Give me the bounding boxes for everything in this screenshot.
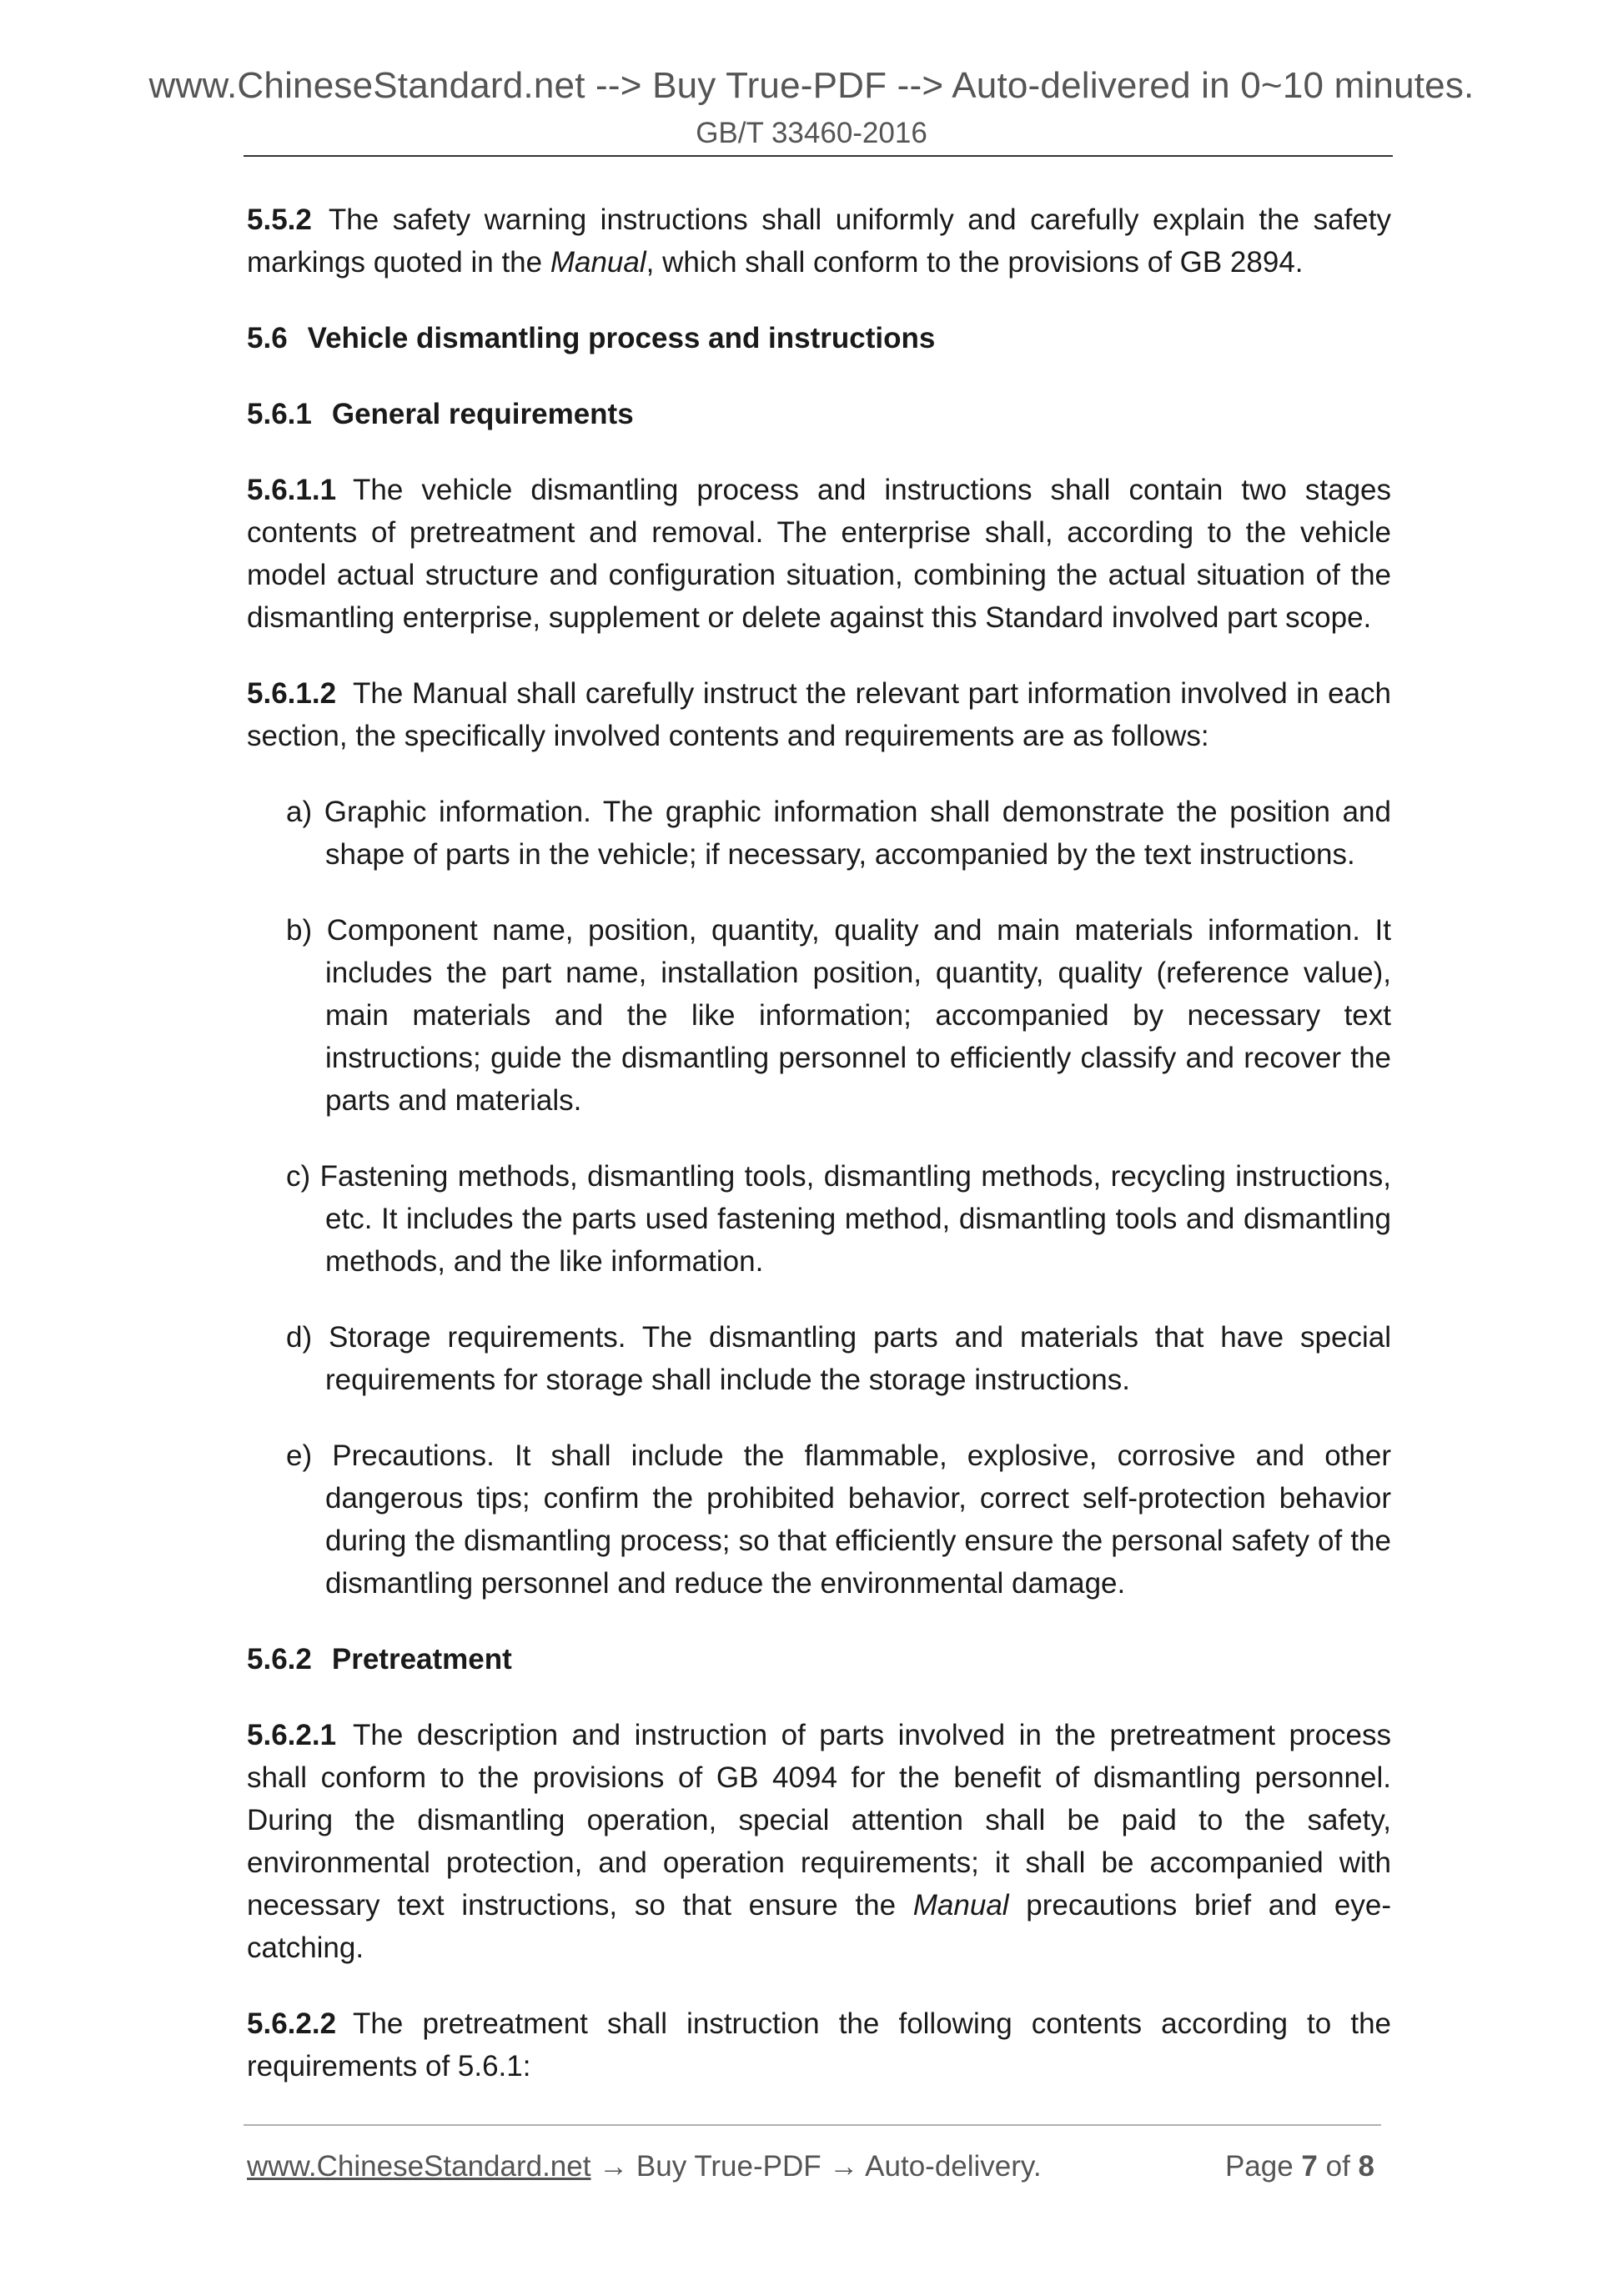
clause-number: 5.6.1.2: [247, 677, 337, 710]
clause-text: The pretreatment shall instruction the following contents according to the requirements of 5.6.1:: [247, 2007, 1391, 2082]
footer-divider: [244, 2124, 1381, 2126]
clause-text: The vehicle dismantling process and instructions shall contain two stages contents of pretreatment and removal. The enterprise shall, according to the vehicle model actual structure and configuration situation, combining the actual situation of the dismantling enterprise, supplement or delete against this Standard involved part scope.: [247, 474, 1391, 634]
clause-text: precautions brief and eye-catching.: [247, 1889, 1391, 1964]
list-label: b): [286, 914, 313, 947]
clause-number: 5.5.2: [247, 203, 312, 236]
list-label: e): [286, 1439, 313, 1472]
clause-text: The description and instruction of parts involved in the pretreatment process shall conform to the provisions of GB 4094 for the benefit of dismantling personnel. During the dismantling operation, special attention shall be paid to the safety, environmental protection, and operation requirements; it shall be accompanied with necessary text instructions, so that ensure the: [247, 1719, 1391, 1922]
clause-5-6-1-1: [247, 469, 1391, 639]
clause-number: 5.6.2.1: [247, 1719, 337, 1751]
section-title: General requirements: [331, 398, 634, 430]
list-label: c): [286, 1160, 311, 1193]
list-label: d): [286, 1321, 313, 1354]
clause-5-6-2-2: [247, 2002, 1391, 2088]
section-title: Vehicle dismantling process and instructions: [307, 322, 936, 354]
clause-number: 5.6.1.1: [247, 474, 337, 506]
list-text: Fastening methods, dismantling tools, dismantling methods, recycling instructions, etc. It includes the parts used fastening method, dismantling tools and dismantling methods, and the like information.: [319, 1160, 1391, 1278]
page-current: 7: [1301, 2150, 1318, 2183]
footer-site-link[interactable]: www.ChineseStandard.net: [247, 2150, 591, 2183]
section-number: 5.6.2: [247, 1643, 312, 1676]
footer-promo-text: → Buy True-PDF → Auto-delivery.: [590, 2150, 1042, 2183]
manual-emphasis: Manual: [550, 246, 646, 279]
list-item: [286, 1316, 1391, 1401]
list-text: Component name, position, quantity, quality and main materials information. It includes the part name, installation position, quantity, quality (reference value), main materials and the like information; accompanied by necessary text instructions; guide the dismantling personnel to efficiently classify and recover the parts and materials.: [325, 914, 1391, 1117]
header-promo-link[interactable]: www.ChineseStandard.net --> Buy True-PDF --> Auto-delivered in 0~10 minutes.: [148, 65, 1475, 106]
header-standard-number: GB/T 33460-2016: [696, 117, 927, 149]
of-word: of: [1317, 2150, 1359, 2183]
clause-text: The Manual shall carefully instruct the relevant part information involved in each section, the specifically involved contents and requirements are as follows:: [247, 677, 1391, 752]
list-label: a): [286, 796, 313, 828]
footer-promo: [247, 2150, 1042, 2183]
header-divider: [244, 155, 1393, 157]
page-total: 8: [1358, 2150, 1374, 2183]
section-heading-5-6-1: [247, 393, 1391, 435]
list-text: Precautions. It shall include the flammable, explosive, corrosive and other dangerous tips; confirm the prohibited behavior, correct self-protection behavior during the dismantling process; so that efficiently ensure the personal safety of the dismantling personnel and reduce the environmental damage.: [325, 1439, 1391, 1600]
clause-number: 5.6.2.2: [247, 2007, 337, 2040]
section-heading-5-6-2: [247, 1638, 1391, 1681]
page-number: [1225, 2150, 1374, 2183]
clause-text: , which shall conform to the provisions of GB 2894.: [646, 246, 1304, 279]
clause-text: The safety warning instructions shall uniformly and carefully explain the safety markings quoted in the: [247, 203, 1391, 279]
document-body: [247, 198, 1391, 2121]
list-item: [286, 909, 1391, 1122]
list-item: [286, 791, 1391, 876]
list-item: [286, 1434, 1391, 1605]
section-number: 5.6: [247, 322, 288, 354]
list-item: [286, 1155, 1391, 1283]
page-word: Page: [1224, 2150, 1302, 2183]
clause-5-6-2-1: [247, 1714, 1391, 1969]
clause-5-5-2: [247, 198, 1391, 284]
clause-5-6-1-2: [247, 672, 1391, 757]
section-title: Pretreatment: [331, 1643, 512, 1676]
list-text: Storage requirements. The dismantling parts and materials that have special requirements for storage shall include the storage instructions.: [325, 1321, 1391, 1396]
section-number: 5.6.1: [247, 398, 312, 430]
section-heading-5-6: [247, 317, 1391, 359]
list-text: Graphic information. The graphic information shall demonstrate the position and shape of parts in the vehicle; if necessary, accompanied by the text instructions.: [324, 796, 1391, 871]
manual-emphasis: Manual: [912, 1889, 1009, 1922]
